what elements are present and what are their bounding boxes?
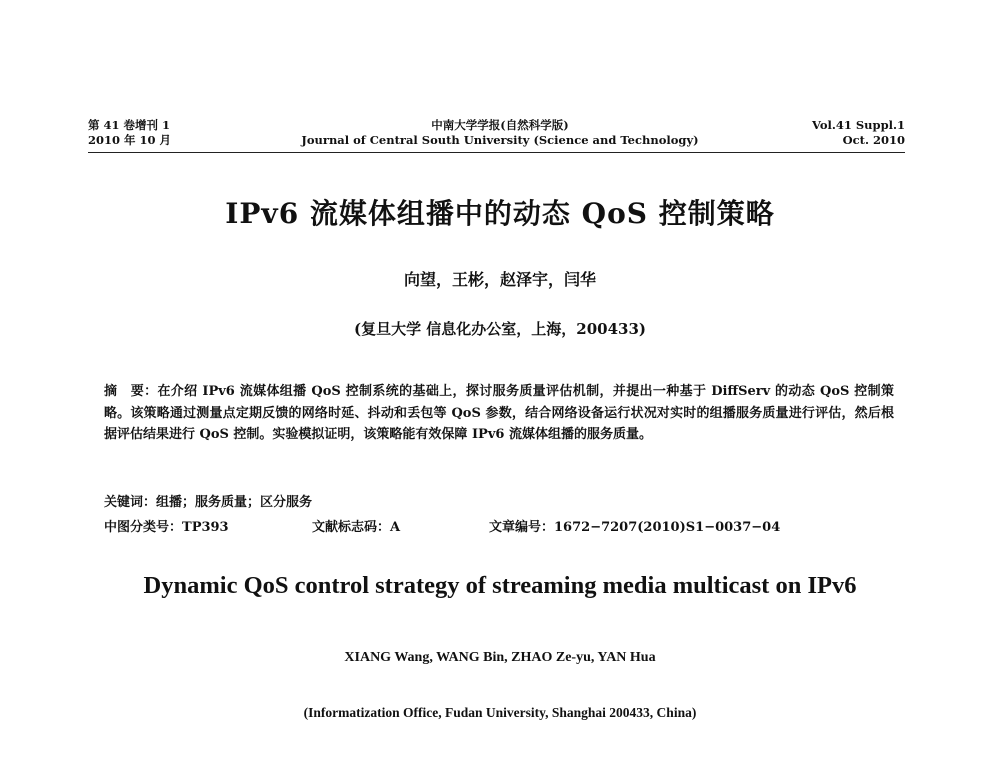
affiliation-en: (Informatization Office, Fudan University, Shanghai 200433, China) (303, 705, 697, 720)
publication-date: 2010 年 10 月 (88, 133, 172, 147)
authors-en: XIANG Wang, WANG Bin, ZHAO Ze-yu, YAN Hua (344, 650, 656, 665)
abstract-label: 摘 要： (104, 384, 158, 399)
journal-volume-info (88, 118, 268, 148)
keywords-cn (104, 491, 894, 510)
abstract-text: 在介绍 IPv6 流媒体组播 QoS 控制系统的基础上，探讨服务质量评估机制，并提出一种基于 DiffServ 的动态 QoS 控制策略。该策略通过测量点定期反馈的网络时延、抖动和丢包等 QoS 参数，结合网络设备运行状况对实时的组播服务质量进行评估，然后根据评估结果进行 QoS 控制。实验模拟证明，该策略能有效保障 IPv6 流媒体组播的服务质量。 (104, 384, 894, 442)
document-code (312, 516, 400, 535)
authors-cn: 向望，王彬，赵泽宇，闫华 (403, 270, 596, 289)
article-number-value: 1672−7207(2010)S1−0037−04 (554, 520, 781, 535)
document-code-value: A (390, 520, 401, 535)
keywords-label: 关键词： (104, 495, 157, 510)
clc-label: 中图分类号： (104, 520, 183, 535)
journal-name-cn: 中南大学学报(自然科学版) (431, 118, 569, 132)
header-divider (88, 152, 905, 153)
clc-value: TP393 (182, 520, 229, 535)
affiliation-cn: (复旦大学 信息化办公室，上海，200433) (353, 320, 647, 338)
classification-row (104, 516, 894, 536)
clc-number (104, 516, 229, 535)
article-number (489, 516, 780, 535)
paper-title-en: Dynamic QoS control strategy of streaming media multicast on IPv6 (143, 572, 857, 599)
volume-en: Vol.41 Suppl.1 (811, 118, 905, 132)
document-code-label: 文献标志码： (312, 520, 391, 535)
paper-title-cn: IPv6 流媒体组播中的动态 QoS 控制策略 (225, 197, 775, 230)
abstract-cn (104, 381, 894, 446)
keywords-text: 组播；服务质量；区分服务 (156, 495, 313, 510)
date-en: Oct. 2010 (842, 133, 905, 147)
volume-issue: 第 41 卷增刊 1 (88, 118, 171, 132)
journal-name-en: Journal of Central South University (Science and Technology) (301, 133, 699, 147)
journal-volume-en (780, 118, 905, 148)
article-number-label: 文章编号： (489, 520, 555, 535)
journal-name (300, 118, 700, 148)
